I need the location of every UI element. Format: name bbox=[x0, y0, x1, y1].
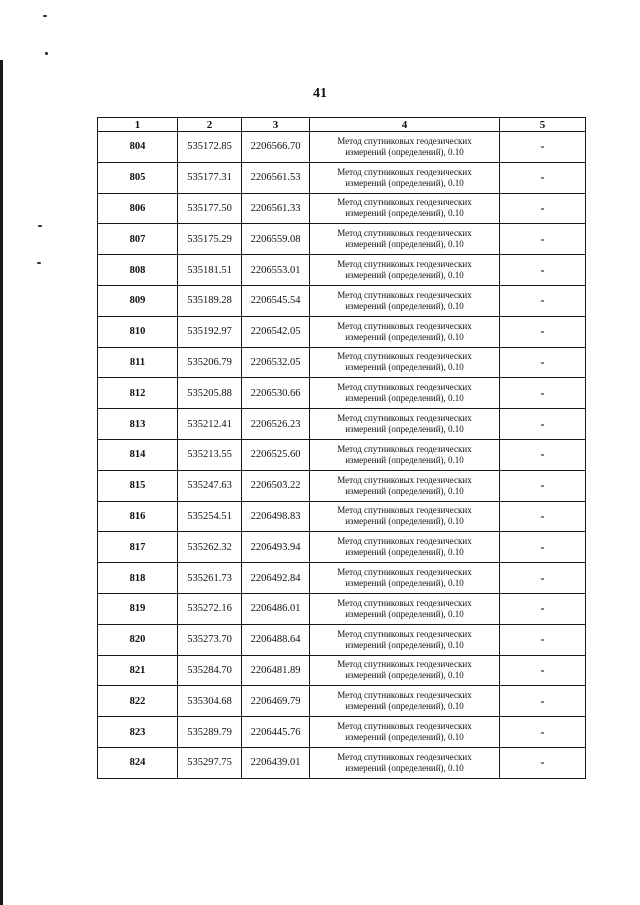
method-cell bbox=[310, 655, 500, 686]
table-row bbox=[98, 224, 586, 255]
method-cell bbox=[310, 132, 500, 163]
y-coordinate-cell: 2206488.64 bbox=[242, 624, 310, 655]
note-cell: - bbox=[500, 378, 586, 409]
scan-speck bbox=[37, 262, 41, 264]
coordinates-table bbox=[97, 117, 586, 779]
point-number-cell: 804 bbox=[98, 132, 178, 163]
method-cell bbox=[310, 347, 500, 378]
x-coordinate-cell: 535261.73 bbox=[178, 563, 242, 594]
method-text-line: Метод спутниковых геодезических bbox=[337, 443, 472, 454]
table-row bbox=[98, 470, 586, 501]
table-row bbox=[98, 624, 586, 655]
method-cell bbox=[310, 717, 500, 748]
method-text-line: измерений (определений), 0.10 bbox=[345, 762, 464, 773]
x-coordinate-cell: 535247.63 bbox=[178, 470, 242, 501]
x-coordinate-cell: 535213.55 bbox=[178, 439, 242, 470]
method-text-line: измерений (определений), 0.10 bbox=[345, 362, 464, 373]
point-number-cell: 821 bbox=[98, 655, 178, 686]
method-text-line: измерений (определений), 0.10 bbox=[345, 239, 464, 250]
y-coordinate-cell: 2206530.66 bbox=[242, 378, 310, 409]
point-number-cell: 813 bbox=[98, 409, 178, 440]
y-coordinate-cell: 2206559.08 bbox=[242, 224, 310, 255]
method-text-line: Метод спутниковых геодезических bbox=[337, 751, 472, 762]
page-number: 41 bbox=[313, 86, 327, 101]
method-text-line: Метод спутниковых геодезических bbox=[337, 659, 472, 670]
note-cell: - bbox=[500, 347, 586, 378]
method-cell bbox=[310, 378, 500, 409]
method-text-line: измерений (определений), 0.10 bbox=[345, 732, 464, 743]
note-cell: - bbox=[500, 193, 586, 224]
scan-border bbox=[0, 60, 3, 905]
method-text-line: измерений (определений), 0.10 bbox=[345, 578, 464, 589]
method-text-line: Метод спутниковых геодезических bbox=[337, 721, 472, 732]
table-row bbox=[98, 316, 586, 347]
note-cell: - bbox=[500, 747, 586, 778]
note-cell: - bbox=[500, 224, 586, 255]
method-cell bbox=[310, 409, 500, 440]
note-cell: - bbox=[500, 624, 586, 655]
method-cell bbox=[310, 624, 500, 655]
table-row bbox=[98, 532, 586, 563]
table-row bbox=[98, 255, 586, 286]
method-text-line: Метод спутниковых геодезических bbox=[337, 413, 472, 424]
x-coordinate-cell: 535205.88 bbox=[178, 378, 242, 409]
y-coordinate-cell: 2206498.83 bbox=[242, 501, 310, 532]
table-row bbox=[98, 563, 586, 594]
y-coordinate-cell: 2206566.70 bbox=[242, 132, 310, 163]
table-row bbox=[98, 686, 586, 717]
x-coordinate-cell: 535172.85 bbox=[178, 132, 242, 163]
table-row bbox=[98, 747, 586, 778]
note-cell: - bbox=[500, 686, 586, 717]
x-coordinate-cell: 535189.28 bbox=[178, 285, 242, 316]
method-cell bbox=[310, 316, 500, 347]
note-cell: - bbox=[500, 316, 586, 347]
table-row bbox=[98, 162, 586, 193]
x-coordinate-cell: 535206.79 bbox=[178, 347, 242, 378]
note-cell: - bbox=[500, 409, 586, 440]
note-cell: - bbox=[500, 501, 586, 532]
point-number-cell: 817 bbox=[98, 532, 178, 563]
point-number-cell: 814 bbox=[98, 439, 178, 470]
method-text-line: Метод спутниковых геодезических bbox=[337, 597, 472, 608]
note-cell: - bbox=[500, 162, 586, 193]
y-coordinate-cell: 2206445.76 bbox=[242, 717, 310, 748]
point-number-cell: 811 bbox=[98, 347, 178, 378]
note-cell: - bbox=[500, 470, 586, 501]
y-coordinate-cell: 2206493.94 bbox=[242, 532, 310, 563]
method-cell bbox=[310, 470, 500, 501]
point-number-cell: 820 bbox=[98, 624, 178, 655]
point-number-cell: 812 bbox=[98, 378, 178, 409]
table-row bbox=[98, 409, 586, 440]
method-text-line: Метод спутниковых геодезических bbox=[337, 228, 472, 239]
note-cell: - bbox=[500, 439, 586, 470]
point-number-cell: 806 bbox=[98, 193, 178, 224]
method-cell bbox=[310, 162, 500, 193]
method-text-line: измерений (определений), 0.10 bbox=[345, 639, 464, 650]
method-cell bbox=[310, 563, 500, 594]
table-body bbox=[98, 132, 586, 779]
method-text-line: Метод спутниковых геодезических bbox=[337, 382, 472, 393]
method-cell bbox=[310, 593, 500, 624]
y-coordinate-cell: 2206486.01 bbox=[242, 593, 310, 624]
point-number-cell: 816 bbox=[98, 501, 178, 532]
table-row bbox=[98, 717, 586, 748]
x-coordinate-cell: 535177.31 bbox=[178, 162, 242, 193]
method-text-line: Метод спутниковых геодезических bbox=[337, 320, 472, 331]
note-cell: - bbox=[500, 285, 586, 316]
point-number-cell: 807 bbox=[98, 224, 178, 255]
method-text-line: измерений (определений), 0.10 bbox=[345, 608, 464, 619]
point-number-cell: 819 bbox=[98, 593, 178, 624]
table-row bbox=[98, 501, 586, 532]
method-cell bbox=[310, 747, 500, 778]
method-text-line: измерений (определений), 0.10 bbox=[345, 270, 464, 281]
table-row bbox=[98, 285, 586, 316]
x-coordinate-cell: 535262.32 bbox=[178, 532, 242, 563]
point-number-cell: 822 bbox=[98, 686, 178, 717]
column-header: 5 bbox=[500, 118, 586, 132]
method-text-line: измерений (определений), 0.10 bbox=[345, 146, 464, 157]
y-coordinate-cell: 2206439.01 bbox=[242, 747, 310, 778]
y-coordinate-cell: 2206503.22 bbox=[242, 470, 310, 501]
x-coordinate-cell: 535254.51 bbox=[178, 501, 242, 532]
x-coordinate-cell: 535177.50 bbox=[178, 193, 242, 224]
method-text-line: измерений (определений), 0.10 bbox=[345, 547, 464, 558]
y-coordinate-cell: 2206545.54 bbox=[242, 285, 310, 316]
y-coordinate-cell: 2206553.01 bbox=[242, 255, 310, 286]
table-row bbox=[98, 593, 586, 624]
method-text-line: измерений (определений), 0.10 bbox=[345, 424, 464, 435]
x-coordinate-cell: 535181.51 bbox=[178, 255, 242, 286]
method-cell bbox=[310, 501, 500, 532]
table-row bbox=[98, 439, 586, 470]
point-number-cell: 818 bbox=[98, 563, 178, 594]
point-number-cell: 824 bbox=[98, 747, 178, 778]
method-text-line: измерений (определений), 0.10 bbox=[345, 177, 464, 188]
note-cell: - bbox=[500, 132, 586, 163]
y-coordinate-cell: 2206542.05 bbox=[242, 316, 310, 347]
note-cell: - bbox=[500, 532, 586, 563]
x-coordinate-cell: 535273.70 bbox=[178, 624, 242, 655]
x-coordinate-cell: 535304.68 bbox=[178, 686, 242, 717]
method-text-line: измерений (определений), 0.10 bbox=[345, 485, 464, 496]
method-cell bbox=[310, 193, 500, 224]
point-number-cell: 808 bbox=[98, 255, 178, 286]
note-cell: - bbox=[500, 563, 586, 594]
scan-speck bbox=[45, 52, 48, 55]
x-coordinate-cell: 535212.41 bbox=[178, 409, 242, 440]
table-row bbox=[98, 347, 586, 378]
table-row bbox=[98, 193, 586, 224]
method-text-line: Метод спутниковых геодезических bbox=[337, 166, 472, 177]
method-text-line: Метод спутниковых геодезических bbox=[337, 351, 472, 362]
method-text-line: Метод спутниковых геодезических bbox=[337, 567, 472, 578]
method-text-line: измерений (определений), 0.10 bbox=[345, 300, 464, 311]
x-coordinate-cell: 535192.97 bbox=[178, 316, 242, 347]
note-cell: - bbox=[500, 255, 586, 286]
method-cell bbox=[310, 224, 500, 255]
column-header: 3 bbox=[242, 118, 310, 132]
y-coordinate-cell: 2206469.79 bbox=[242, 686, 310, 717]
table-header-row bbox=[98, 118, 586, 132]
method-text-line: измерений (определений), 0.10 bbox=[345, 454, 464, 465]
y-coordinate-cell: 2206481.89 bbox=[242, 655, 310, 686]
method-text-line: Метод спутниковых геодезических bbox=[337, 505, 472, 516]
y-coordinate-cell: 2206492.84 bbox=[242, 563, 310, 594]
method-text-line: Метод спутниковых геодезических bbox=[337, 690, 472, 701]
table-row bbox=[98, 378, 586, 409]
method-cell bbox=[310, 255, 500, 286]
y-coordinate-cell: 2206561.33 bbox=[242, 193, 310, 224]
method-cell bbox=[310, 532, 500, 563]
method-text-line: измерений (определений), 0.10 bbox=[345, 516, 464, 527]
y-coordinate-cell: 2206525.60 bbox=[242, 439, 310, 470]
x-coordinate-cell: 535284.70 bbox=[178, 655, 242, 686]
method-text-line: измерений (определений), 0.10 bbox=[345, 393, 464, 404]
note-cell: - bbox=[500, 593, 586, 624]
point-number-cell: 805 bbox=[98, 162, 178, 193]
note-cell: - bbox=[500, 717, 586, 748]
y-coordinate-cell: 2206561.53 bbox=[242, 162, 310, 193]
x-coordinate-cell: 535272.16 bbox=[178, 593, 242, 624]
method-text-line: Метод спутниковых геодезических bbox=[337, 259, 472, 270]
column-header: 4 bbox=[310, 118, 500, 132]
method-text-line: измерений (определений), 0.10 bbox=[345, 701, 464, 712]
method-text-line: Метод спутниковых геодезических bbox=[337, 628, 472, 639]
point-number-cell: 815 bbox=[98, 470, 178, 501]
method-cell bbox=[310, 439, 500, 470]
point-number-cell: 810 bbox=[98, 316, 178, 347]
column-header: 2 bbox=[178, 118, 242, 132]
column-header: 1 bbox=[98, 118, 178, 132]
method-text-line: Метод спутниковых геодезических bbox=[337, 135, 472, 146]
method-text-line: измерений (определений), 0.10 bbox=[345, 331, 464, 342]
method-text-line: Метод спутниковых геодезических bbox=[337, 289, 472, 300]
x-coordinate-cell: 535289.79 bbox=[178, 717, 242, 748]
y-coordinate-cell: 2206532.05 bbox=[242, 347, 310, 378]
x-coordinate-cell: 535175.29 bbox=[178, 224, 242, 255]
x-coordinate-cell: 535297.75 bbox=[178, 747, 242, 778]
scan-speck bbox=[38, 225, 42, 227]
table-row bbox=[98, 132, 586, 163]
y-coordinate-cell: 2206526.23 bbox=[242, 409, 310, 440]
note-cell: - bbox=[500, 655, 586, 686]
method-text-line: Метод спутниковых геодезических bbox=[337, 474, 472, 485]
method-cell bbox=[310, 285, 500, 316]
scan-speck bbox=[43, 15, 47, 17]
method-cell bbox=[310, 686, 500, 717]
point-number-cell: 809 bbox=[98, 285, 178, 316]
method-text-line: измерений (определений), 0.10 bbox=[345, 208, 464, 219]
table-row bbox=[98, 655, 586, 686]
method-text-line: Метод спутниковых геодезических bbox=[337, 197, 472, 208]
point-number-cell: 823 bbox=[98, 717, 178, 748]
method-text-line: Метод спутниковых геодезических bbox=[337, 536, 472, 547]
method-text-line: измерений (определений), 0.10 bbox=[345, 670, 464, 681]
